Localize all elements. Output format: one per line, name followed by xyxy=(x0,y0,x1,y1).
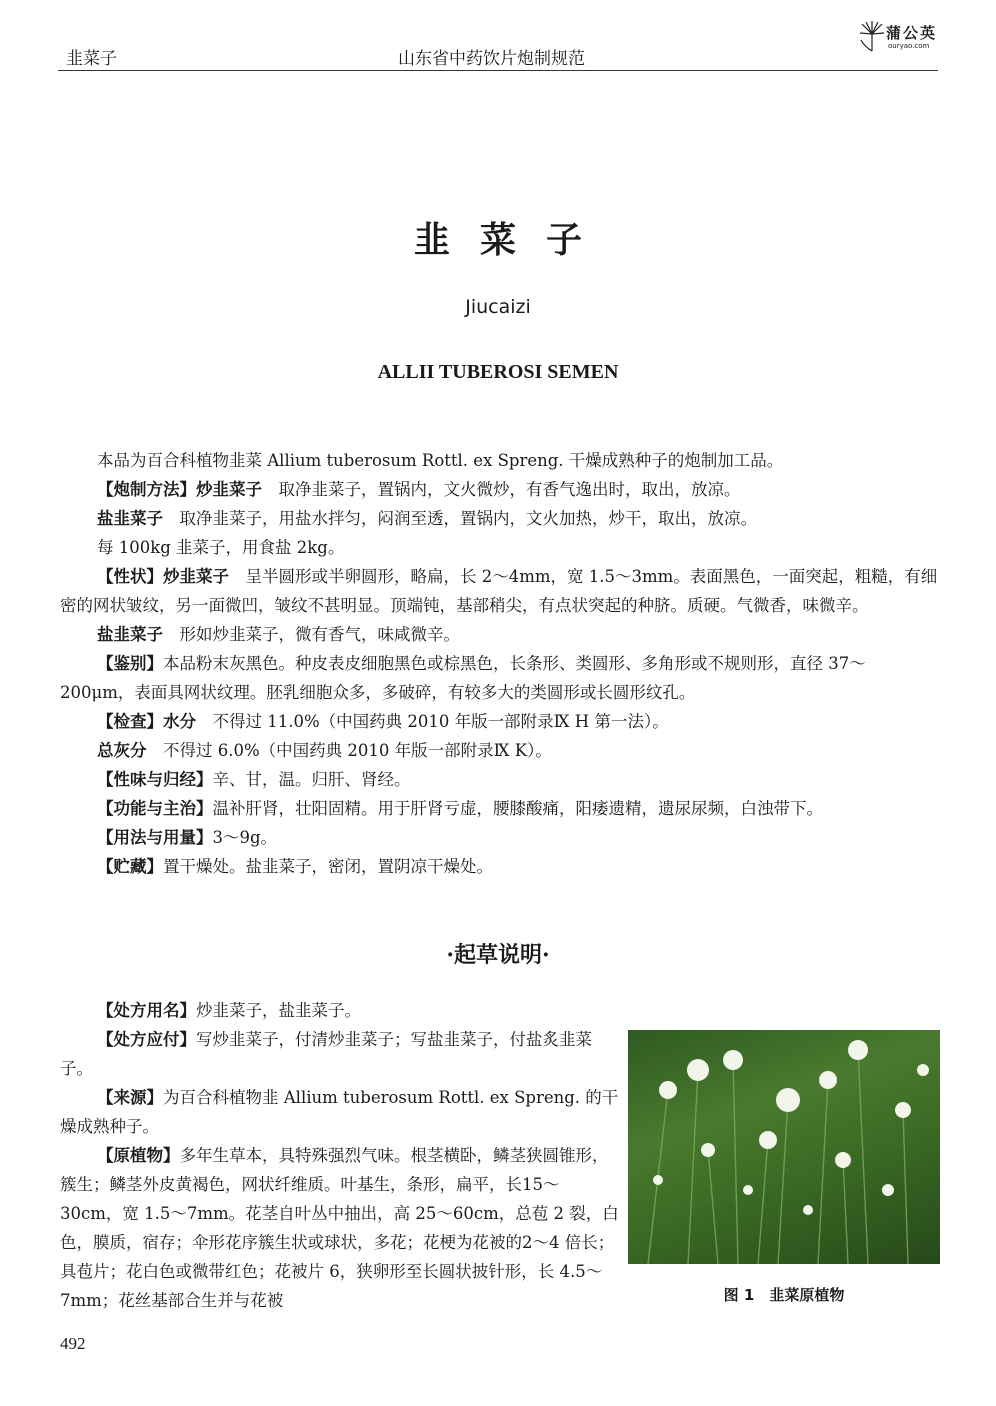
section-heading: ·起草说明· xyxy=(446,942,550,968)
paragraph-text: 3～9g。 xyxy=(212,828,278,847)
figure-caption: 图 1 韭菜原植物 xyxy=(723,1286,845,1304)
paragraph-text: 不得过 11.0%（中国药典 2010 年版一部附录Ⅸ H 第一法）。 xyxy=(196,712,669,731)
page-title: 韭菜子 xyxy=(413,219,612,261)
paragraph-text: 温补肝肾，壮阳固精。用于肝肾亏虚，腰膝酸痛，阳痿遗精，遗尿尿频，白浊带下。 xyxy=(212,799,823,818)
paragraph-text: 呈半圆形或半卵圆形，略扁，长 2～4mm，宽 1.5～3mm。表面黑色，一面突起，粗糙，有细密的网状皱纹，另一面微凹，皱纹不甚明显。顶端钝，基部稍尖，有点状突起的种脐。质硬。气微香，味微辛。 xyxy=(60,567,938,615)
paragraph-head: 【炮制方法】炒韭菜子 xyxy=(97,480,262,499)
paragraph-text: 取净韭菜子，用盐水拌匀，闷润至透，置锅内，文火加热，炒干，取出，放凉。 xyxy=(163,509,757,528)
paragraph-head: 盐韭菜子 xyxy=(97,625,163,644)
paragraph-head: 【处方用名】 xyxy=(97,1001,196,1020)
paragraph xyxy=(60,736,940,765)
paragraph xyxy=(60,823,940,852)
paragraph xyxy=(60,794,940,823)
logo-url: ouryao.com xyxy=(888,42,930,50)
paragraph-head: 【处方应付】 xyxy=(97,1030,196,1049)
paragraph-head: 【来源】 xyxy=(97,1088,163,1107)
paragraph-text: 取净韭菜子，置锅内，文火微炒，有香气逸出时，取出，放凉。 xyxy=(262,480,741,499)
paragraph xyxy=(60,1025,620,1083)
paragraph xyxy=(60,852,940,881)
paragraph xyxy=(60,707,940,736)
paragraph-text: 辛、甘，温。归肝、肾经。 xyxy=(212,770,411,789)
paragraph xyxy=(60,1141,620,1315)
paragraph-head: 【贮藏】 xyxy=(97,857,163,876)
pinyin-name: Jiucaizi xyxy=(465,296,531,318)
paragraph-head: 【性状】炒韭菜子 xyxy=(97,567,229,586)
paragraph-head: 【鉴别】 xyxy=(97,654,163,673)
paragraph xyxy=(60,649,940,707)
latin-name: ALLII TUBEROSI SEMEN xyxy=(377,361,619,383)
paragraph-text: 不得过 6.0%（中国药典 2010 年版一部附录Ⅸ K）。 xyxy=(146,741,552,760)
paragraph-head: 盐韭菜子 xyxy=(97,509,163,528)
paragraph-text: 本品为百合科植物韭菜 Allium tuberosum Rottl. ex Spreng. 干燥成熟种子的炮制加工品。 xyxy=(97,451,784,470)
paragraph-head: 【性味与归经】 xyxy=(97,770,213,789)
paragraph-text: 形如炒韭菜子，微有香气，味咸微辛。 xyxy=(163,625,460,644)
page-number: 492 xyxy=(60,1334,86,1353)
paragraph-head: 【原植物】 xyxy=(97,1146,180,1165)
paragraph xyxy=(60,475,940,504)
running-header-title: 山东省中药饮片炮制规范 xyxy=(398,49,585,69)
running-header-left: 韭菜子 xyxy=(66,49,117,69)
paragraph-head: 【用法与用量】 xyxy=(97,828,213,847)
paragraph xyxy=(60,504,940,533)
paragraph-text: 写炒韭菜子，付清炒韭菜子；写盐韭菜子，付盐炙韭菜子。 xyxy=(60,1030,592,1078)
paragraph-text: 为百合科植物韭 Allium tuberosum Rottl. ex Spreng. 的干燥成熟种子。 xyxy=(60,1088,619,1136)
paragraph xyxy=(60,620,940,649)
paragraph-text: 炒韭菜子，盐韭菜子。 xyxy=(196,1001,361,1020)
dandelion-logo-icon xyxy=(858,20,886,52)
monograph-body xyxy=(60,446,940,881)
paragraph-head: 【检查】水分 xyxy=(97,712,196,731)
paragraph xyxy=(60,996,620,1025)
paragraph-text: 本品粉末灰黑色。种皮表皮细胞黑色或棕黑色，长条形、类圆形、多角形或不规则形，直径 37～200μm，表面具网状纹理。胚乳细胞众多，多破碎，有较多大的类圆形或长圆形纹孔。 xyxy=(60,654,866,702)
paragraph-text: 多年生草本，具特殊强烈气味。根茎横卧，鳞茎狭圆锥形，簇生；鳞茎外皮黄褐色，网状纤维质。叶基生，条形，扁平，长15～30cm，宽 1.5～7mm。花茎自叶丛中抽出，高 25～60cm，总苞 2 裂，白色，膜质，宿存；伞形花序簇生状或球状，多花；花梗为花被的2～4 倍长；具苞片；花白色或微带红色；花被片 6，狭卵形至长圆状披针形，长 4.5～7mm；花丝基部合生并与花被 xyxy=(60,1146,619,1310)
site-logo xyxy=(858,20,942,56)
paragraph-text: 置干燥处。盐韭菜子，密闭，置阴凉干燥处。 xyxy=(163,857,493,876)
paragraph-head: 总灰分 xyxy=(97,741,147,760)
paragraph xyxy=(60,1083,620,1141)
paragraph-text: 每 100kg 韭菜子，用食盐 2kg。 xyxy=(97,538,345,557)
paragraph xyxy=(60,562,940,620)
drafting-notes xyxy=(60,996,620,1315)
paragraph-head: 【功能与主治】 xyxy=(97,799,213,818)
header-divider xyxy=(58,70,938,71)
plant-photo xyxy=(628,1030,940,1264)
logo-wordmark: 蒲公英 xyxy=(886,24,938,42)
paragraph xyxy=(60,533,940,562)
paragraph xyxy=(60,765,940,794)
paragraph xyxy=(60,446,940,475)
chive-flowers-image xyxy=(628,1030,940,1264)
